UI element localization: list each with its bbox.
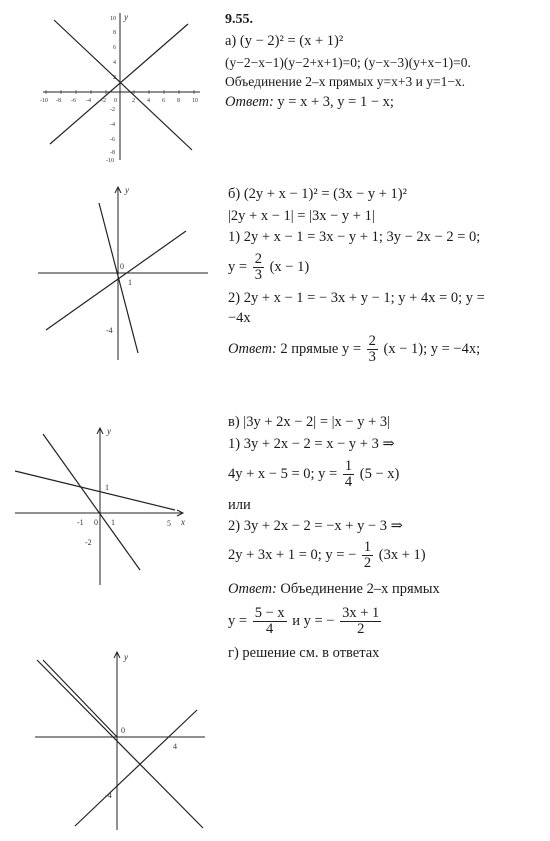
problem-number: 9.55. [225,12,253,27]
fraction-denominator: 3 [368,349,376,365]
part-b-answer-prefix: 2 прямые y = [276,340,362,357]
graph-c-five-label: 5 [167,519,171,528]
part-c-line5: 2) 3y + 2x − 2 = −x + y − 3 ⇒ [228,518,403,534]
graph-b-y-label: y [125,185,129,195]
part-a-answer [225,94,394,110]
part-c-ans-y1: y = [228,612,248,629]
fraction-numerator: 1 [363,539,372,555]
graph-a-y-tick: 4 [113,60,116,66]
part-c-fraction-2 [362,540,373,571]
graph-a-y-tick: 10 [110,16,116,22]
graph-c-zero-label: 0 [94,518,98,527]
graph-a-x-tick: 8 [177,98,180,104]
graph-a-x-tick: 10 [192,98,198,104]
part-c-answer-label: Ответ: [228,581,277,597]
fraction-denominator: 4 [344,474,353,490]
graph-b-one-label: 1 [128,278,132,287]
part-b-line2: |2y + x − 1| = |3x − y + 1| [228,208,375,224]
graph-a-x-tick: -8 [56,98,61,104]
graph-a-line-y-eq-1-minus-x [54,20,192,150]
part-c-answer-text: Объединение 2–х прямых [276,581,440,597]
graph-a-x-tick: 0 [114,98,117,104]
fraction-numerator: 1 [344,458,353,474]
part-a-answer-label: Ответ: [225,94,274,110]
part-c-line6-suffix: (3x + 1) [378,546,426,563]
fraction-numerator: 5 − x [254,605,285,621]
graph-a-x-tick: -2 [101,98,106,104]
graph-d [35,650,205,830]
part-b-answer-suffix: (x − 1); y = −4x; [383,340,481,357]
graph-c-y-label: y [107,426,111,436]
graph-a-x-tick: -6 [71,98,76,104]
part-b-answer-label: Ответ: [228,340,277,357]
graph-a-y-tick: -6 [110,137,115,143]
part-c-line1: в) |3y + 2x − 2| = |x − y + 3| [228,414,391,430]
graph-d-line-ascending [75,710,197,826]
graph-d-line-descending-1 [37,660,203,828]
graph-a-y-tick: 6 [113,45,116,51]
part-b-line4-prefix: y = [228,258,248,275]
part-c-answer [228,581,440,597]
graph-c-minus2-label: -2 [85,538,92,547]
fraction-denominator: 2 [363,555,372,571]
part-b-line1: б) (2y + x − 1)² = (3x − y + 1)² [228,186,407,202]
graph-a-x-tick: 6 [162,98,165,104]
part-c-line3-suffix: (5 − x) [359,465,400,482]
graph-a-x-tick: -4 [86,98,91,104]
part-a-answer-value: y = x + 3, y = 1 − x; [273,94,394,110]
graph-b-zero-label: 0 [120,262,124,271]
part-c-ans-fraction-2 [340,606,381,637]
graph-b-minus4-label: -4 [106,326,113,335]
part-b-answer-fraction [367,334,378,365]
part-b-line4-suffix: (x − 1) [269,258,310,275]
part-b-line3: 1) 2y + x − 1 = 3x − y + 1; 3y − 2x − 2 = 0; [228,229,481,245]
fraction-numerator: 2 [368,333,376,349]
part-c-ans-fraction-1 [253,606,287,637]
graph-a-x-tick: 2 [132,98,135,104]
graph-c-line-y-eq-minus-3x-plus-1-over-2 [43,434,140,570]
graph-d-minus4-label: -4 [105,791,112,800]
fraction-numerator: 2 [254,251,262,267]
part-c-line6-prefix: 2y + 3x + 1 = 0; y = − [228,546,357,563]
part-b-answer [228,334,480,365]
graph-a [40,10,210,164]
part-b-line6: −4x [228,310,251,326]
part-b-line5: 2) 2y + x − 1 = − 3x + y − 1; y + 4x = 0; y = [228,290,485,306]
part-c-answer-formulas [228,606,383,637]
fraction-denominator: 2 [357,621,365,637]
part-c-line3-prefix: 4y + x − 5 = 0; y = [228,465,338,482]
graph-c-line-y-eq-5-minus-x-over-4 [15,471,175,510]
graph-a-y-tick: -4 [110,122,115,128]
fraction-denominator: 4 [266,621,274,637]
graph-a-y-tick: -2 [110,107,115,113]
part-c-line3 [228,459,399,490]
part-a-line3: Объединение 2–х прямых y=x+3 и y=1−x. [225,74,466,89]
part-c-ans-mid: и y = − [292,612,335,629]
graph-b-line-y-eq-2-3-x-minus-1 [46,231,186,330]
graph-a-y-tick: -8 [110,150,115,156]
graph-a-x-tick: -10 [40,98,48,104]
part-c-or: или [228,497,251,513]
graph-c [15,420,195,585]
graph-b [38,185,208,360]
part-b-fraction [253,252,264,283]
part-c-line2: 1) 3y + 2x − 2 = x − y + 3 ⇒ [228,436,395,452]
graph-a-y-tick: -10 [106,158,114,164]
part-d-line1: г) решение см. в ответах [228,645,380,661]
part-c-fraction-1 [343,459,354,490]
graph-a-y-label: y [124,12,128,22]
graph-d-y-label: y [124,652,128,662]
graph-c-one-y-label: 1 [105,483,109,492]
part-c-line6 [228,540,426,571]
graph-c-x-label: x [181,517,185,527]
graph-c-one-x-label: 1 [111,518,115,527]
graph-a-x-tick: 4 [147,98,150,104]
graph-c-minus1-label: -1 [77,518,84,527]
graph-a-y-tick: 2 [113,75,116,81]
graph-a-y-tick: 8 [113,30,116,36]
graph-d-line-descending-2 [43,660,117,737]
fraction-numerator: 3x + 1 [342,605,380,621]
part-b-line4 [228,252,309,283]
graph-d-four-label: 4 [173,742,177,751]
part-a-line1: а) (y − 2)² = (x + 1)² [225,33,344,49]
part-a-line2: (y−2−x−1)(y−2+x+1)=0; (y−x−3)(y+x−1)=0. [225,55,471,70]
fraction-denominator: 3 [254,267,262,283]
graph-d-zero-label: 0 [121,726,125,735]
